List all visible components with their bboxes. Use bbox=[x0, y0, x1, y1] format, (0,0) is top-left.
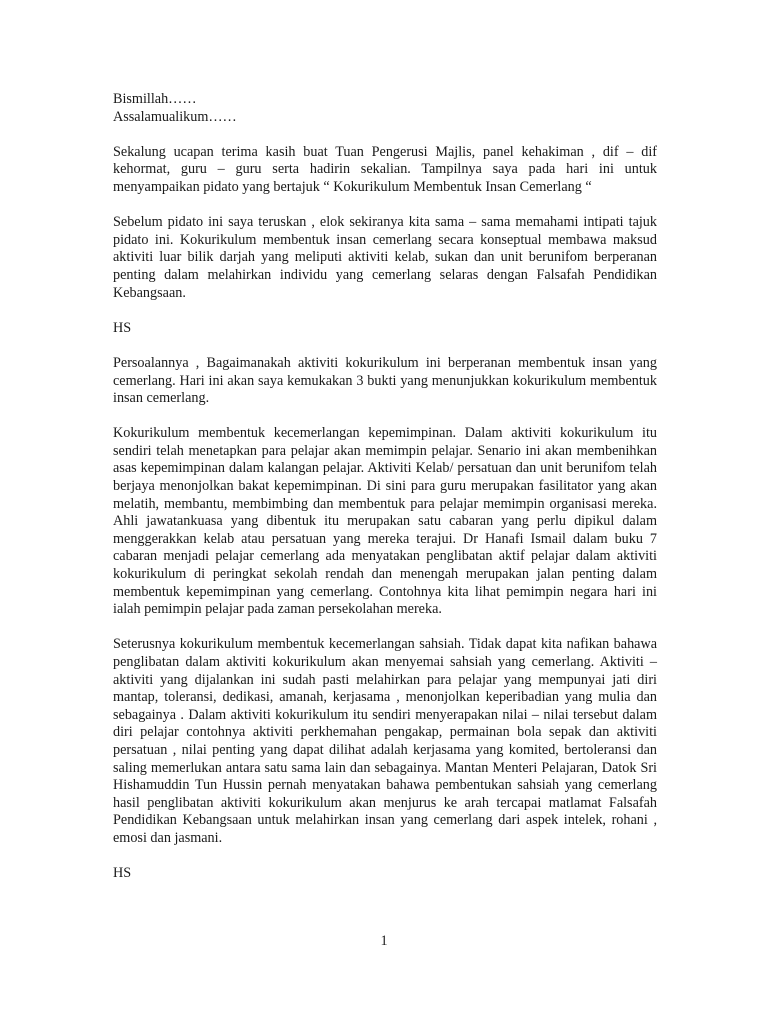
paragraph-question: Persoalannya , Bagaimanakah aktiviti kokurikulum ini berperanan membentuk insan yang cemerlang. Hari ini akan saya kemukakan 3 bukti yang menunjukkan kokurikulum membentuk insan cemerlang. bbox=[113, 354, 657, 407]
page-number: 1 bbox=[380, 933, 388, 949]
greeting bbox=[113, 91, 657, 126]
document-body bbox=[113, 91, 657, 900]
paragraph-definition: Sebelum pidato ini saya teruskan , elok sekiranya kita sama – sama memahami intipati tajuk pidato ini. Kokurikulum membentuk insan cemerlang secara konseptual membawa maksud aktiviti luar bilik darjah yang meliputi aktiviti kelab, sukan dan unit berunifom berperanan penting dalam melahirkan individu yang cemerlang selaras dengan Falsafah Pendidikan Kebangsaan. bbox=[113, 214, 657, 301]
paragraph-opening: Sekalung ucapan terima kasih buat Tuan Pengerusi Majlis, panel kehakiman , dif – dif kehormat, guru – guru serta hadirin sekalian. Tampilnya saya pada hari ini untuk menyampaikan pidato yang bertajuk “ Kokurikulum Membentuk Insan Cemerlang “ bbox=[113, 143, 657, 195]
hs-marker: HS bbox=[113, 319, 132, 336]
paragraph-character: Seterusnya kokurikulum membentuk kecemerlangan sahsiah. Tidak dapat kita nafikan bahawa penglibatan dalam aktiviti kokurikulum akan menyemai sahsiah yang cemerlang. Aktiviti – aktiviti yang dijalankan ini sudah pasti melahirkan para pelajar yang mempunyai jati diri mantap, toleransi, dedikasi, amanah, kerjasama , menonjolkan keperibadian yang mulia dan sebagainya . Dalam aktiviti kokurikulum itu sendiri menyerapakan nilai – nilai tersebut dalam diri pelajar contohnya aktiviti perkhemahan pengakap, permainan bola sepak dan aktiviti persatuan , nilai penting yang dapat dilihat adalah kerjasama yang komited, bertoleransi dan saling memerlukan antara satu sama lain dan sebagainya. Mantan Menteri Pelajaran, Datok Sri Hishamuddin Tun Hussin pernah menyatakan bahawa pembentukan sahsiah yang cemerlang hasil penglibatan aktiviti kokurikulum akan menjurus ke arah tercapai matlamat Falsafah Pendidikan Kebangsaan untuk melahirkan insan yang cemerlang dari aspek intelek, rohani , emosi dan jasmani. bbox=[113, 636, 657, 846]
greeting-salam: Assalamualikum…… bbox=[113, 108, 237, 125]
hs-marker: HS bbox=[113, 865, 132, 882]
greeting-bismillah: Bismillah…… bbox=[113, 91, 197, 107]
paragraph-leadership: Kokurikulum membentuk kecemerlangan kepemimpinan. Dalam aktiviti kokurikulum itu sendiri telah menetapkan para pelajar akan memimpin pelajar. Senario ini akan membenihkan asas kepemimpinan dalam kalangan pelajar. Aktiviti Kelab/ persatuan dan unit berunifom telah berjaya menonjolkan bakat kepemimpinan. Di sini para guru merupakan fasilitator yang akan melatih, membantu, membimbing dan membentuk para pelajar memimpin organisasi mereka. Ahli jawatankuasa yang dibentuk itu merupakan satu cabaran yang perlu dipikul dalam menggerakkan kelab atau persatuan yang mereka terajui. Dr Hanafi Ismail dalam buku 7 cabaran menjadi pelajar cemerlang ada menyatakan penglibatan aktif pelajar dalam aktiviti kokurikulum di peringkat sekolah rendah dan menengah merupakan jalan penting dalam membentuk kepemimpinan yang cemerlang. Contohnya kita lihat pemimpin negara hari ini ialah pemimpin pelajar pada zaman persekolahan mereka. bbox=[113, 425, 657, 618]
